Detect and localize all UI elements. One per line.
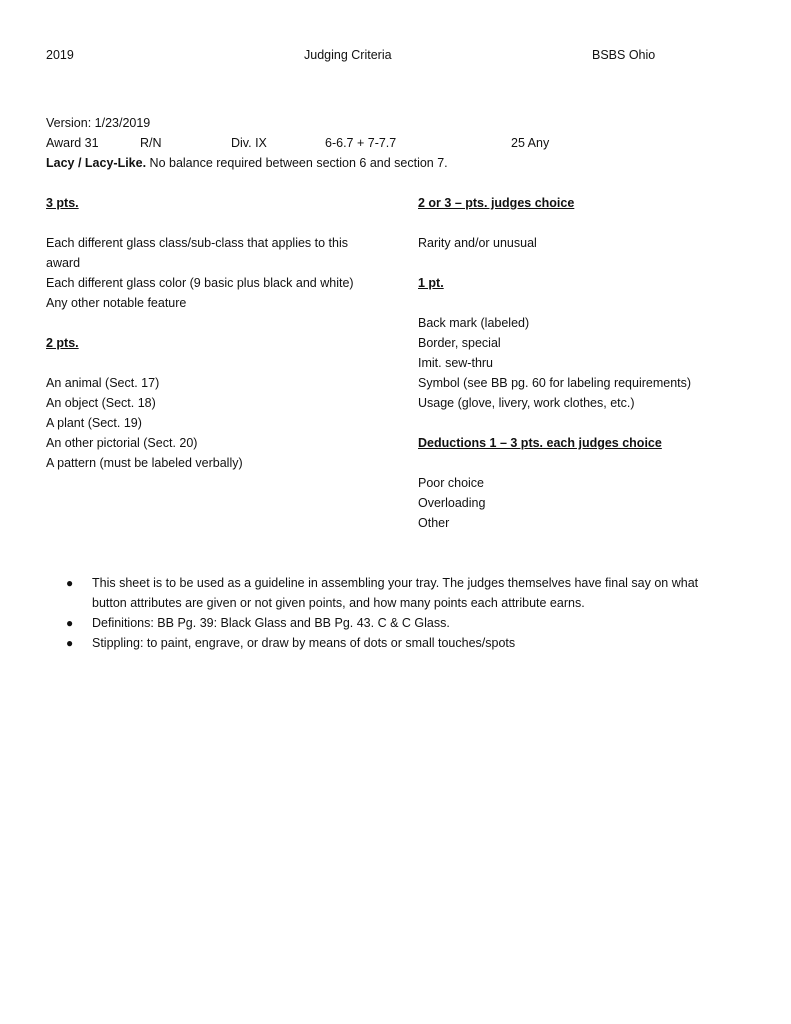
list-item: A pattern (must be labeled verbally) <box>46 456 243 470</box>
note-item <box>46 613 746 633</box>
list-item: Rarity and/or unusual <box>418 236 537 250</box>
list-item: Any other notable feature <box>46 296 187 310</box>
list-item: Border, special <box>418 336 501 350</box>
list-item: Back mark (labeled) <box>418 316 530 330</box>
list-item: An other pictorial (Sect. 20) <box>46 436 198 450</box>
list-item: An animal (Sect. 17) <box>46 376 160 390</box>
note-text: Stippling: to paint, engrave, or draw by means of dots or small touches/spots <box>92 636 516 650</box>
list-item: Each different glass color (9 basic plus black and white) <box>46 276 354 290</box>
award-description <box>46 153 448 173</box>
list-item: Symbol (see BB pg. 60 for labeling requirements) <box>418 376 692 390</box>
page-title: Judging Criteria <box>304 48 392 62</box>
award-division: Div. IX <box>231 136 267 150</box>
award-description-note: No balance required between section 6 and section 7. <box>146 156 448 170</box>
heading-deductions: Deductions 1 – 3 pts. each judges choice <box>418 436 662 450</box>
bullet-icon: ● <box>66 616 74 630</box>
note-text: button attributes are given or not given points, and how many points each attribute earns. <box>92 596 585 610</box>
list-item: A plant (Sect. 19) <box>46 416 142 430</box>
list-item: Usage (glove, livery, work clothes, etc.) <box>418 396 635 410</box>
note-text: This sheet is to be used as a guideline in assembling your tray. The judges themselves have final say on what <box>92 576 699 590</box>
list-item: An object (Sect. 18) <box>46 396 156 410</box>
version-line: Version: 1/23/2019 <box>46 116 151 130</box>
list-item: Other <box>418 516 450 530</box>
notes-list <box>46 573 746 653</box>
award-count: 25 Any <box>511 136 550 150</box>
award-sections: 6-6.7 + 7-7.7 <box>325 136 397 150</box>
note-text: Definitions: BB Pg. 39: Black Glass and BB Pg. 43. C & C Glass. <box>92 616 450 630</box>
header-org: BSBS Ohio <box>592 48 656 62</box>
note-item <box>46 573 746 613</box>
note-item <box>46 633 746 653</box>
list-item: Poor choice <box>418 476 485 490</box>
heading-judges-choice: 2 or 3 – pts. judges choice <box>418 196 575 210</box>
header-year: 2019 <box>46 48 74 62</box>
list-item: Imit. sew-thru <box>418 356 494 370</box>
award-number: Award 31 <box>46 136 99 150</box>
bullet-icon: ● <box>66 576 74 590</box>
heading-1-pt: 1 pt. <box>418 276 444 290</box>
list-item: Each different glass class/sub-class that applies to this <box>46 236 349 250</box>
list-item: Overloading <box>418 496 486 510</box>
heading-2-pts: 2 pts. <box>46 336 79 350</box>
bullet-icon: ● <box>66 636 74 650</box>
left-column <box>46 193 386 473</box>
list-item: award <box>46 256 81 270</box>
right-column <box>418 193 758 533</box>
award-description-title: Lacy / Lacy-Like. <box>46 156 147 170</box>
heading-3-pts: 3 pts. <box>46 196 79 210</box>
award-rn: R/N <box>140 136 162 150</box>
